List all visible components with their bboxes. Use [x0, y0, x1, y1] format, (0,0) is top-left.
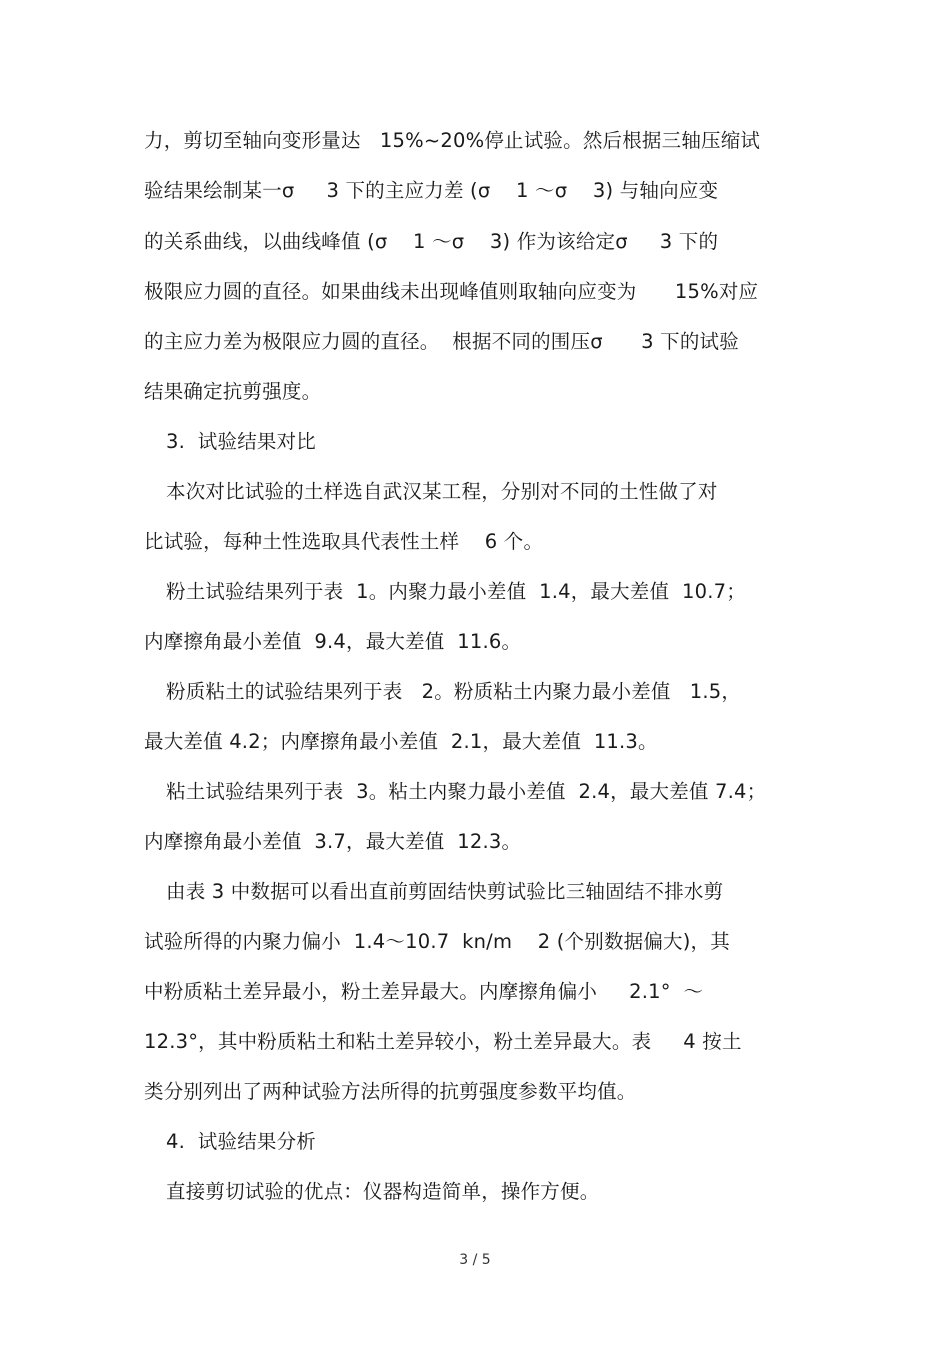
- paragraph-line: 验结果绘制某一σ 3 下的主应力差 (σ 1 ～σ 3) 与轴向应变: [144, 179, 719, 202]
- paragraph-line: 粘土试验结果列于表 3。粘土内聚力最小差值 2.4，最大差值 7.4；: [166, 780, 767, 803]
- paragraph-line: 力，剪切至轴向变形量达 15%~20%停止试验。然后根据三轴压缩试: [144, 129, 761, 152]
- paragraph-line: 内摩擦角最小差值 3.7，最大差值 12.3。: [144, 830, 522, 853]
- paragraph-line: 中粉质粘土差异最小，粉土差异最大。内摩擦角偏小 2.1° ～: [144, 980, 704, 1003]
- paragraph-line: 粉土试验结果列于表 1。内聚力最小差值 1.4，最大差值 10.7；: [166, 580, 746, 603]
- paragraph-line: 结果确定抗剪强度。: [144, 380, 322, 403]
- paragraph-line: 试验所得的内聚力偏小 1.4～10.7 kn/m 2 (个别数据偏大)，其: [144, 930, 730, 953]
- paragraph-line: 的主应力差为极限应力圆的直径。 根据不同的围压σ 3 下的试验: [144, 330, 739, 353]
- paragraph-line: 粉质粘土的试验结果列于表 2。粉质粘土内聚力最小差值 1.5，: [166, 680, 742, 703]
- paragraph-line: 本次对比试验的土样选自武汉某工程，分别对不同的土性做了对: [166, 480, 718, 503]
- paragraph-line: 由表 3 中数据可以看出直前剪固结快剪试验比三轴固结不排水剪: [166, 880, 724, 903]
- section-heading: 3. 试验结果对比: [166, 430, 317, 453]
- paragraph-line: 12.3°，其中粉质粘土和粘土差异较小，粉土差异最大。表 4 按土: [144, 1030, 742, 1053]
- paragraph-line: 最大差值 4.2；内摩擦角最小差值 2.1，最大差值 11.3。: [144, 730, 658, 753]
- section-heading: 4. 试验结果分析: [166, 1130, 317, 1153]
- paragraph-line: 的关系曲线，以曲线峰值 (σ 1 ～σ 3) 作为该给定σ 3 下的: [144, 230, 719, 253]
- paragraph-line: 类分别列出了两种试验方法所得的抗剪强度参数平均值。: [144, 1080, 637, 1103]
- paragraph-line: 极限应力圆的直径。如果曲线未出现峰值则取轴向应变为 15%对应: [144, 280, 759, 303]
- paragraph-line: 内摩擦角最小差值 9.4，最大差值 11.6。: [144, 630, 522, 653]
- paragraph-line: 比试验，每种土性选取具代表性土样 6 个。: [144, 530, 544, 553]
- page-number: 3 / 5: [459, 1252, 491, 1268]
- paragraph-line: 直接剪切试验的优点：仪器构造简单，操作方便。: [166, 1180, 600, 1203]
